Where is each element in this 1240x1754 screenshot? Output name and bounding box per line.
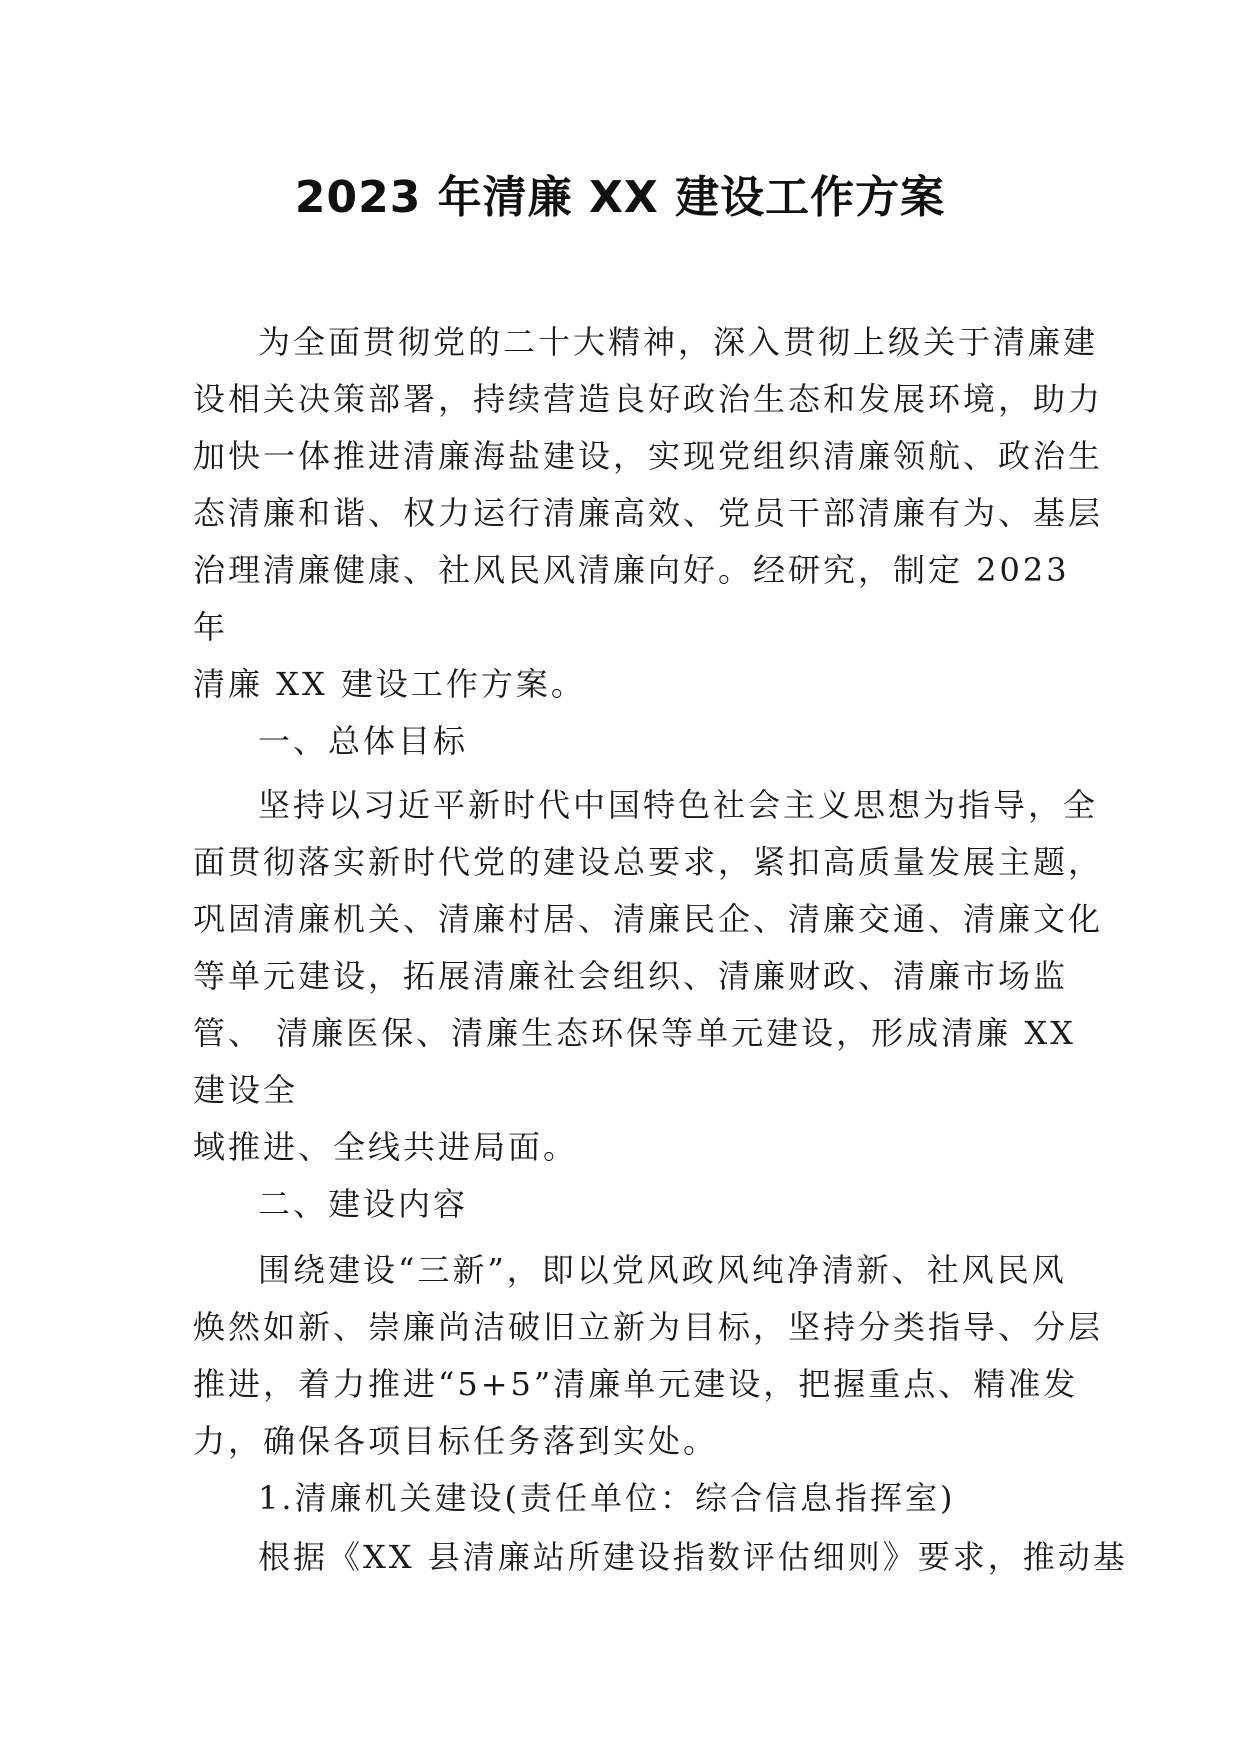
paragraph-line: 清廉 XX 建设工作方案。 bbox=[193, 665, 586, 703]
paragraph-line: 为全面贯彻党的二十大精神，深入贯彻上级关于清廉建 bbox=[258, 323, 1099, 361]
paragraph-line: 年 bbox=[193, 608, 229, 646]
paragraph-line: 态清廉和谐、权力运行清廉高效、党员干部清廉有为、基层 bbox=[193, 494, 1104, 532]
paragraph-line: 推进，着力推进“5+5”清廉单元建设，把握重点、精准发 bbox=[193, 1365, 1079, 1403]
paragraph-line: 面贯彻落实新时代党的建设总要求，紧扣高质量发展主题， bbox=[193, 843, 1104, 881]
paragraph-line: 治理清廉健康、社风民风清廉向好。经研究，制定 2023 bbox=[193, 551, 1070, 589]
section-heading: 一、总体目标 bbox=[258, 722, 469, 760]
paragraph-line: 等单元建设，拓展清廉社会组织、清廉财政、清廉市场监 bbox=[193, 957, 1069, 995]
paragraph-line: 管、 清廉医保、清廉生态环保等单元建设，形成清廉 XX bbox=[193, 1014, 1076, 1052]
document-title: 2023 年清廉 XX 建设工作方案 bbox=[294, 172, 946, 223]
paragraph-line: 加快一体推进清廉海盐建设，实现党组织清廉领航、政治生 bbox=[193, 437, 1104, 475]
paragraph-line: 坚持以习近平新时代中国特色社会主义思想为指导，全 bbox=[258, 786, 1099, 824]
paragraph-line: 建设全 bbox=[193, 1071, 299, 1109]
paragraph-line: 围绕建设“三新”，即以党风政风纯净清新、社风民风 bbox=[258, 1251, 1067, 1289]
paragraph-line: 根据《XX 县清廉站所建设指数评估细则》要求，推动基 bbox=[258, 1538, 1128, 1576]
paragraph-line: 巩固清廉机关、清廉村居、清廉民企、清廉交通、清廉文化 bbox=[193, 900, 1104, 938]
paragraph-line: 力，确保各项目标任务落到实处。 bbox=[193, 1422, 719, 1460]
paragraph-line: 焕然如新、崇廉尚洁破旧立新为目标，坚持分类指导、分层 bbox=[193, 1308, 1104, 1346]
paragraph-line: 设相关决策部署，持续营造良好政治生态和发展环境，助力 bbox=[193, 380, 1104, 418]
section-heading: 二、建设内容 bbox=[258, 1185, 469, 1223]
subsection-heading: 1.清廉机关建设(责任单位：综合信息指挥室) bbox=[258, 1479, 956, 1517]
paragraph-line: 域推进、全线共进局面。 bbox=[193, 1128, 579, 1166]
